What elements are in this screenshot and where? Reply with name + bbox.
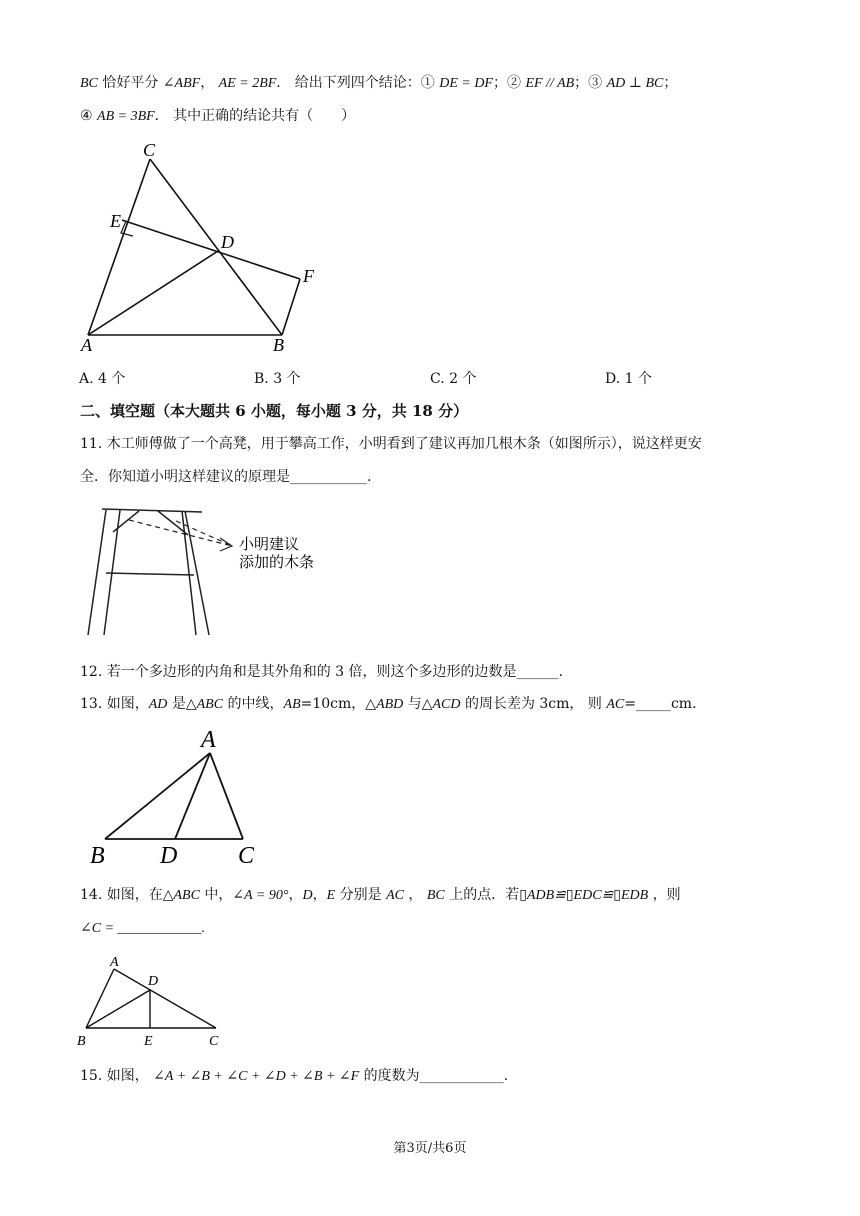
segment-fb <box>282 279 300 335</box>
stool-crossbar <box>106 573 194 575</box>
q11-caption2: 添加的木条 <box>239 555 315 571</box>
q14-p8: ，则 <box>648 887 681 903</box>
q13-ab: AB <box>283 697 301 712</box>
q14-p3: ， <box>288 887 303 903</box>
q14-e: E <box>326 888 336 903</box>
q10-t1: 恰好平分 <box>97 75 163 91</box>
segment-ba <box>105 753 210 839</box>
q12-text: 12. 若一个多边形的内角和是其外角和的 3 倍，则这个多边形的边数是______. <box>80 664 563 680</box>
q14-p6: ， <box>403 887 427 903</box>
q10-c1: DE = DF <box>439 76 493 91</box>
q14-d: D <box>302 888 313 903</box>
q15-expr: ∠A + ∠B + ∠C + ∠D + ∠B + ∠F <box>153 1069 360 1084</box>
segment-ac <box>114 969 216 1028</box>
q14-figure <box>72 952 232 1052</box>
q10-ae: AE = 2BF <box>218 76 277 91</box>
fig13-label-d: D <box>160 843 178 869</box>
q14-p1: 14. 如图，在△ <box>80 887 174 903</box>
segment-ad <box>175 753 210 839</box>
q10-c3: AD ⊥ BC <box>606 76 664 91</box>
fig10-label-a: A <box>81 335 92 355</box>
q11-line2: 全．你知道小明这样建议的原理是___________. <box>80 469 372 485</box>
fig10-label-f: F <box>303 266 314 286</box>
q14-angle: ∠A = 90° <box>232 888 289 903</box>
q14-p5: 分别是 <box>335 887 387 903</box>
q13-p4: =10cm，△ <box>300 696 377 712</box>
q10-c4n: ④ <box>80 108 98 124</box>
option-d: D. 1 个 <box>605 371 652 387</box>
q11-caption1: 小明建议 <box>239 537 300 553</box>
fig10-label-e: E <box>110 211 121 231</box>
fig10-label-b: B <box>273 335 284 355</box>
q10-figure <box>70 135 370 360</box>
q15-p2: 的度数为____________. <box>359 1068 509 1084</box>
q14-p7: 上的点．若 <box>444 887 520 903</box>
q15-text <box>80 1066 508 1087</box>
q10-c1n: ① <box>420 75 440 91</box>
q11-figure <box>84 505 424 645</box>
q14-p2: 中， <box>199 887 233 903</box>
q13-p1: 13. 如图， <box>80 696 149 712</box>
q10-c2: EF // AB <box>525 76 575 91</box>
q13-figure <box>82 725 282 875</box>
segment-ad <box>88 251 218 335</box>
q13-ad: AD <box>148 697 168 712</box>
q13-p2: 是△ <box>167 696 197 712</box>
q13-p7: =_____cm. <box>624 696 697 712</box>
q10-bc: BC <box>80 76 98 91</box>
q13-acd: ACD <box>432 697 461 712</box>
q13-p6: 的周长差为 3cm， 则 <box>460 696 607 712</box>
q10-s1: ； <box>492 75 507 91</box>
fig14-label-c: C <box>209 1034 219 1049</box>
stool-top <box>102 509 202 512</box>
q10-t: ． 其中正确的结论共有（ ） <box>154 108 356 124</box>
option-c: C. 2 个 <box>430 371 477 387</box>
q14-bc: BC <box>426 888 445 903</box>
fig14-label-b: B <box>77 1034 86 1049</box>
q10-abf: ∠ABF <box>162 76 201 91</box>
fig10-label-c: C <box>143 140 156 160</box>
q10-line2 <box>80 106 355 127</box>
segment-ef <box>122 220 300 279</box>
fig10-label-d: D <box>221 232 234 252</box>
q10-c2n: ② <box>506 75 526 91</box>
pointer-line-1 <box>129 520 232 546</box>
q11-line1: 11. 木工师傅做了一个高凳，用于攀高工作，小明看到了建议再加几根木条（如图所示），说这样更安 <box>80 436 702 452</box>
q14-line1 <box>80 885 681 906</box>
q14-abc: ABC <box>173 888 200 903</box>
q13-text <box>80 694 697 715</box>
q13-abd: ABD <box>376 697 404 712</box>
q13-p5: 与△ <box>403 696 433 712</box>
q14-p4: ， <box>312 887 327 903</box>
fig14-label-d: D <box>148 974 159 989</box>
q10-s3: ； <box>663 75 678 91</box>
fig13-label-b: B <box>90 843 105 869</box>
q10-c3n: ③ <box>588 75 607 91</box>
stool-left-leg <box>88 510 106 635</box>
page-footer: 第3页/共6页 <box>393 1141 467 1156</box>
q10-c4: AB = 3BF <box>97 109 155 124</box>
fig13-label-a: A <box>201 727 216 753</box>
section-title: 二、填空题（本大题共 6 小题，每小题 3 分，共 18 分） <box>80 402 469 420</box>
q13-abc: ABC <box>196 697 224 712</box>
q14-ac: AC <box>386 888 404 903</box>
q13-ac: AC <box>606 697 625 712</box>
q10-t2: ， <box>200 75 219 91</box>
q14-cong: ▯ADB≌▯EDC≌▯EDB <box>519 888 649 903</box>
option-b: B. 3 个 <box>254 371 301 387</box>
q15-p1: 15. 如图， <box>80 1068 154 1084</box>
q10-t3: ． 给出下列四个结论： <box>276 75 421 91</box>
q14-line2: ∠C = ____________. <box>80 921 206 936</box>
fig14-label-e: E <box>144 1034 153 1049</box>
q10-s2: ； <box>574 75 589 91</box>
segment-ac <box>88 159 150 335</box>
segment-cb <box>150 159 282 335</box>
fig14-label-a: A <box>110 955 119 970</box>
q10-line1 <box>80 73 677 94</box>
fig13-label-c: C <box>238 843 255 869</box>
added-brace-left <box>113 511 139 532</box>
segment-ac <box>210 753 243 839</box>
q13-p3: 的中线， <box>223 696 284 712</box>
option-a: A. 4 个 <box>79 371 126 387</box>
